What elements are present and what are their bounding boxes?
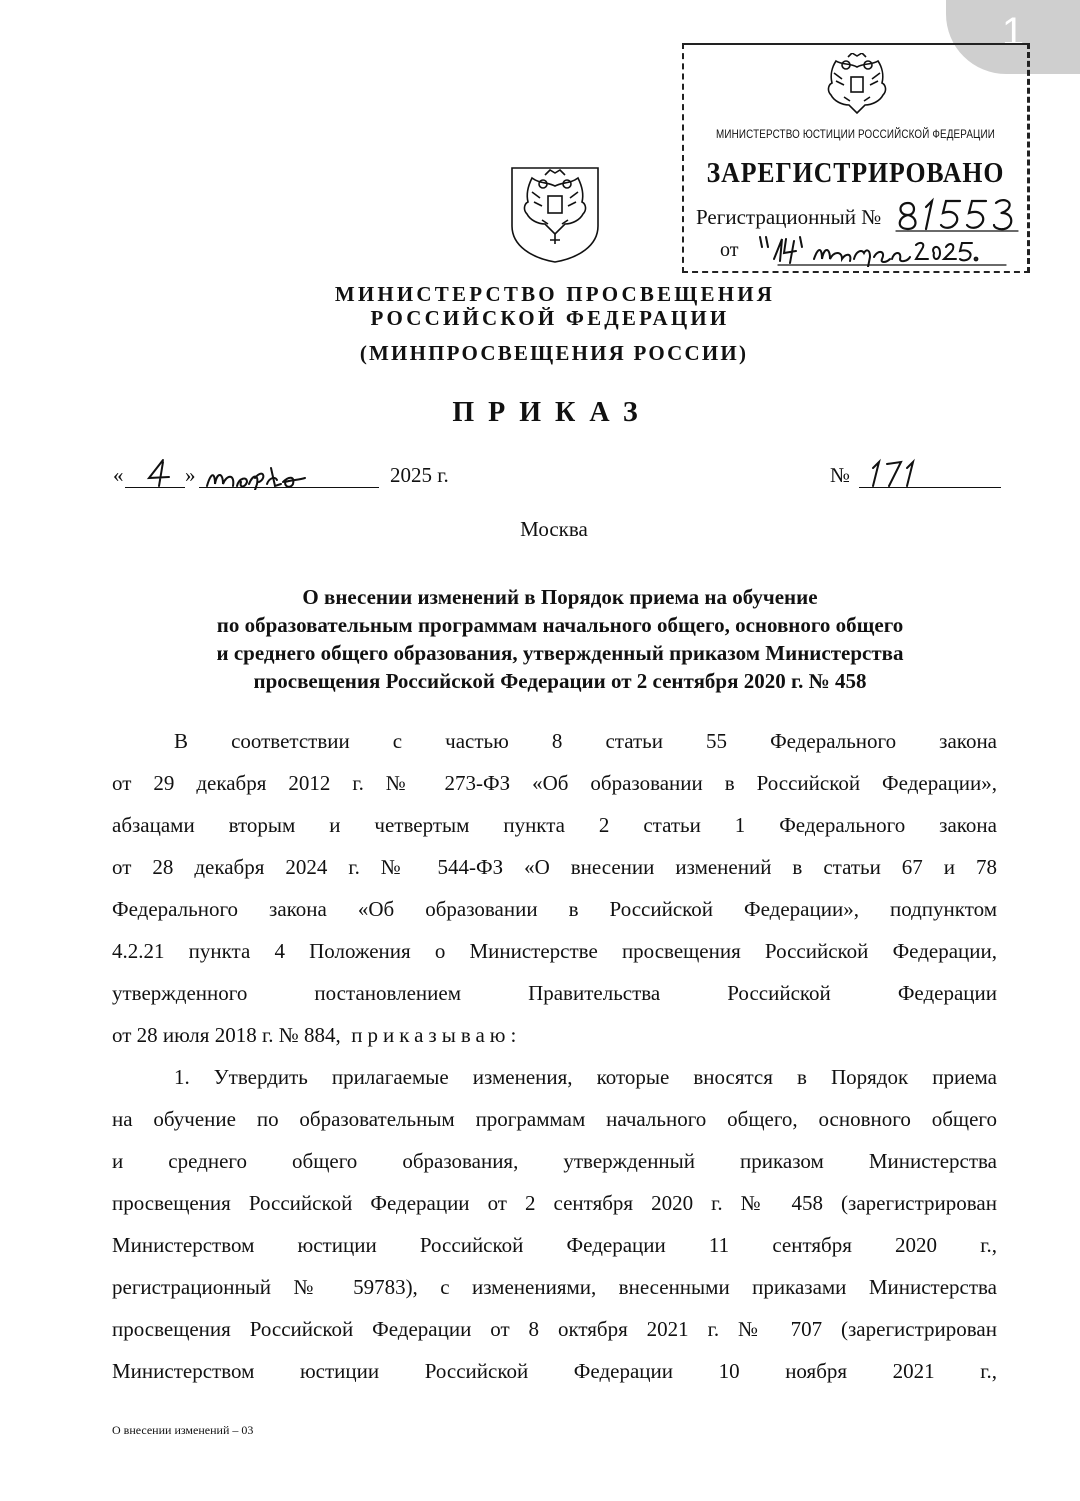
stamp-registered-label: ЗАРЕГИСТРИРОВАНО (706, 158, 1005, 189)
document-type: ПРИКАЗ (452, 397, 652, 428)
title-line: и среднего общего образования, утвержденный приказом Министерства (216, 641, 904, 665)
body-line: абзацами вторым и четвертым пункта 2 статьи 1 Федерального закона (112, 813, 997, 837)
day-handwritten (139, 458, 179, 488)
body-line: просвещения Российской Федерации от 2 сентября 2020 г. № 458 (зарегистрирован (112, 1191, 997, 1215)
registration-stamp (682, 43, 1030, 273)
body-line: В соответствии с частью 8 статьи 55 Федерального закона (174, 729, 997, 753)
title-line: по образовательным программам начального общего, основного общего (216, 613, 904, 637)
stamp-date-prefix: от (720, 239, 739, 261)
order-year: 2025 г. (390, 463, 449, 487)
city: Москва (520, 517, 588, 541)
ministry-name-line1: МИНИСТЕРСТВО ПРОСВЕЩЕНИЯ (334, 282, 776, 306)
title-line: О внесении изменений в Порядок приема на обучение (302, 585, 818, 609)
stamp-registration-number-handwritten (894, 193, 1020, 233)
ministry-short-name: (МИНПРОСВЕЩЕНИЯ РОССИИ) (359, 341, 749, 365)
body-line: Министерством юстиции Российской Федерации 11 сентября 2020 г., (112, 1233, 997, 1257)
month-handwritten (205, 458, 335, 490)
body-line: регистрационный № 59783), с изменениями, внесенными приказами Министерства (112, 1275, 997, 1299)
body-line: 4.2.21 пункта 4 Положения о Министерстве просвещения Российской Федерации, (112, 939, 997, 963)
coat-of-arms-icon (508, 164, 602, 264)
footer-note: О внесении изменений – 03 (112, 1423, 254, 1437)
order-body (112, 720, 997, 1392)
body-line: на обучение по образовательным программам начального общего, основного общего (112, 1107, 997, 1131)
body-line: и среднего общего образования, утвержденный приказом Министерства (112, 1149, 997, 1173)
stamp-date-handwritten (758, 231, 1018, 267)
body-line: от 29 декабря 2012 г. № 273-ФЗ «Об образовании в Российской Федерации», (112, 771, 997, 795)
close-quote: » (185, 463, 196, 487)
body-line (112, 1014, 997, 1056)
body-line: Федерального закона «Об образовании в Российской Федерации», подпунктом (112, 897, 997, 921)
ministry-name-line2: РОССИЙСКОЙ ФЕДЕРАЦИИ (370, 306, 730, 330)
body-line: утвержденного постановлением Правительства Российской Федерации (112, 981, 997, 1005)
open-quote: « (113, 463, 124, 487)
title-line: просвещения Российской Федерации от 2 сентября 2020 г. № 458 (253, 669, 867, 693)
order-title (100, 583, 1020, 695)
order-number-label: № (830, 463, 851, 487)
body-line: Министерством юстиции Российской Федерации 10 ноября 2021 г., (112, 1359, 997, 1383)
body-line: просвещения Российской Федерации от 8 октября 2021 г. № 707 (зарегистрирован (112, 1317, 997, 1341)
body-line: 1. Утвердить прилагаемые изменения, которые вносятся в Порядок приема (174, 1065, 997, 1089)
body-line: от 28 декабря 2024 г. № 544-ФЗ «О внесении изменений в статьи 67 и 78 (112, 855, 997, 879)
order-number-handwritten (865, 458, 925, 488)
page-number: 1 (1001, 10, 1025, 54)
order-date-line (113, 458, 1003, 498)
decree-word: приказываю: (351, 1023, 522, 1047)
stamp-registration-label: Регистрационный № (696, 205, 882, 229)
body-line-text: от 28 июля 2018 г. № 884, (112, 1023, 341, 1047)
stamp-ministry-name: МИНИСТЕРСТВО ЮСТИЦИИ РОССИЙСКОЙ ФЕДЕРАЦИИ (716, 127, 995, 141)
double-headed-eagle-icon (822, 53, 892, 119)
